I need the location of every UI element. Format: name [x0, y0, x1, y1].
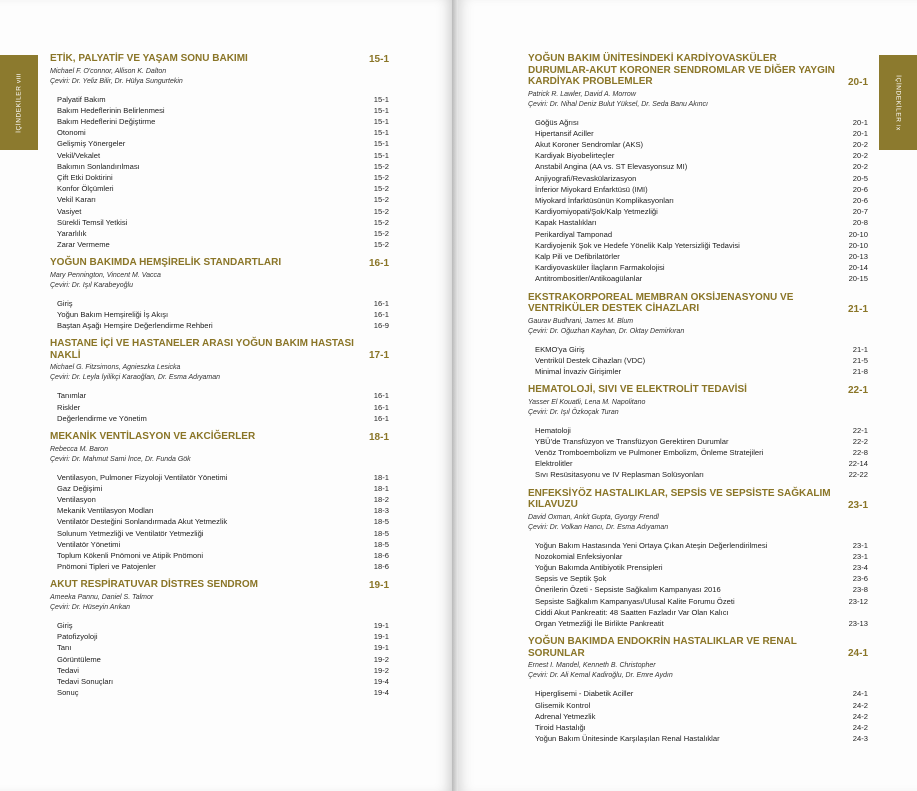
entry-label: Mekanik Ventilasyon Modları	[57, 506, 154, 516]
entry-page: 20-8	[852, 218, 868, 228]
toc-entry[interactable]	[50, 528, 389, 539]
entry-label: Organ Yetmezliği İle Birlikte Pankreatit	[535, 619, 664, 629]
chapter-title[interactable]: YOĞUN BAKIMDA HEMŞİRELİK STANDARTLARI	[50, 257, 282, 269]
entry-list	[50, 390, 389, 424]
right-tab-label: İÇİNDEKİLER ix	[894, 74, 902, 131]
toc-entry[interactable]	[528, 150, 868, 161]
toc-entry[interactable]	[50, 116, 389, 127]
toc-entry[interactable]	[50, 483, 389, 494]
entry-label: Kardiyojenik Şok ve Hedefe Yönelik Kalp Yetersizliği Tedavisi	[535, 240, 740, 250]
entry-list	[528, 540, 868, 630]
toc-entry[interactable]	[528, 217, 868, 228]
toc-entry[interactable]	[528, 700, 868, 711]
chapter-page-number: 20-1	[847, 76, 868, 88]
entry-label: Giriş	[57, 620, 73, 630]
entry-label: Antitrombositler/Antikoagülanlar	[535, 274, 643, 284]
entry-page: 15-2	[373, 228, 389, 238]
entry-page: 15-2	[373, 217, 389, 227]
toc-entry[interactable]	[50, 494, 389, 505]
entry-label: Ventilasyon, Pulmoner Fizyoloji Ventilatör Yönetimi	[57, 472, 228, 482]
right-section-tab	[879, 55, 917, 150]
toc-entry[interactable]	[50, 402, 389, 413]
entry-label: Yoğun Bakımda Antibiyotik Prensipleri	[535, 563, 663, 573]
entry-label: Bakımın Sonlandırılması	[57, 161, 140, 171]
chapter-title[interactable]: EKSTRAKORPOREAL MEMBRAN OKSİJENASYONU VE VENTRİKÜLER DESTEK CİHAZLARI	[528, 291, 794, 315]
toc-entry[interactable]	[528, 722, 868, 733]
entry-page: 23-8	[852, 585, 868, 595]
entry-label: Vasiyet	[57, 206, 82, 216]
entry-page: 24-2	[852, 722, 868, 732]
entry-label: Giriş	[57, 298, 73, 308]
chapter-title[interactable]: HASTANE İÇİ VE HASTANELER ARASI YOĞUN BAKIM HASTASI NAKLİ	[50, 338, 354, 361]
entry-page: 20-2	[852, 139, 868, 149]
entry-page: 22-22	[848, 470, 868, 480]
toc-entry[interactable]	[50, 239, 389, 250]
entry-page: 16-1	[373, 298, 389, 308]
entry-label: Ciddi Akut Pankreatit: 48 Saatten Fazladır Var Olan Kalıcı	[535, 607, 729, 617]
entry-label: EKMO'ya Giriş	[535, 344, 585, 354]
entry-label: Hematoloji	[535, 425, 571, 435]
toc-entry[interactable]	[528, 688, 868, 699]
entry-page: 16-1	[373, 310, 389, 320]
entry-label: Sepsiste Sağkalım Kampanyası/Ulusal Kalite Forumu Özeti	[535, 596, 735, 606]
entry-page: 24-3	[852, 734, 868, 744]
entry-page: 18-2	[373, 494, 389, 504]
toc-entry[interactable]	[50, 228, 389, 239]
entry-page: 19-2	[373, 654, 389, 664]
chapter-title[interactable]: AKUT RESPİRATUVAR DİSTRES SENDROM	[50, 579, 258, 591]
entry-page: 15-1	[373, 94, 389, 104]
chapter-translator: Çeviri: Dr. Ali Kemal Kadiroğlu, Dr. Emre Aydın	[528, 672, 673, 680]
chapter-section	[50, 431, 389, 572]
toc-entry[interactable]	[528, 607, 868, 618]
entry-label: Tanı	[57, 643, 72, 653]
entry-label: Perikardiyal Tamponad	[535, 229, 613, 239]
toc-entry[interactable]	[528, 447, 868, 458]
entry-label: Vekil Kararı	[57, 195, 96, 205]
entry-page: 15-2	[373, 184, 389, 194]
toc-entry[interactable]	[50, 642, 389, 653]
entry-page: 15-1	[373, 116, 389, 126]
entry-list	[50, 620, 389, 698]
entry-list	[50, 472, 389, 573]
entry-page: 18-5	[373, 528, 389, 538]
chapter-title[interactable]: MEKANİK VENTİLASYON VE AKCİĞERLER	[50, 431, 256, 443]
toc-entry[interactable]	[528, 262, 868, 273]
toc-entry[interactable]	[528, 173, 868, 184]
entry-label: Palyatif Bakım	[57, 94, 106, 104]
entry-page: 19-1	[373, 643, 389, 653]
entry-page: 21-1	[852, 344, 868, 354]
toc-entry[interactable]	[50, 472, 389, 483]
toc-entry[interactable]	[50, 539, 389, 550]
entry-label: Baştan Aşağı Hemşire Değerlendirme Rehberi	[57, 321, 213, 331]
entry-label: Kardiyak Biyobelirteçler	[535, 151, 615, 161]
toc-entry[interactable]	[528, 562, 868, 573]
chapter-heading[interactable]	[50, 431, 389, 443]
chapter-title[interactable]: HEMATOLOJİ, SIVI VE ELEKTROLİT TEDAVİSİ	[528, 384, 747, 396]
chapter-section	[528, 488, 868, 630]
entry-label: Çift Etki Doktirini	[57, 172, 113, 182]
entry-page: 23-1	[852, 551, 868, 561]
entry-label: Bakım Hedeflerini Değiştirme	[57, 116, 156, 126]
chapter-authors: Rebecca M. Baron	[50, 445, 108, 453]
entry-page: 18-1	[373, 483, 389, 493]
chapter-authors: Ameeka Pannu, Daniel S. Talmor	[50, 593, 154, 601]
entry-label: Sonuç	[57, 688, 79, 698]
chapter-translator: Çeviri: Dr. Mahmut Sami İnce, Dr. Funda Gök	[50, 455, 191, 463]
chapter-translator: Çeviri: Dr. Yeliz Bilir, Dr. Hülya Sungurtekin	[50, 77, 183, 85]
entry-page: 23-13	[848, 619, 868, 629]
entry-label: İnferior Miyokard Enfarktüsü (IMI)	[535, 184, 648, 194]
chapter-authors: Michael F. O'connor, Allison K. Dalton	[50, 67, 167, 75]
entry-page: 15-2	[373, 240, 389, 250]
entry-page: 20-13	[848, 251, 868, 261]
entry-page: 18-1	[373, 472, 389, 482]
entry-page: 22-2	[852, 436, 868, 446]
entry-label: Tedavi	[57, 665, 79, 675]
entry-page: 22-1	[852, 425, 868, 435]
toc-entry[interactable]	[50, 561, 389, 572]
entry-page: 19-4	[373, 676, 389, 686]
toc-entry[interactable]	[50, 665, 389, 676]
chapter-authors: Michael G. Fitzsimons, Agnieszka Lesicka	[50, 364, 181, 372]
entry-label: Tanımlar	[57, 391, 87, 401]
entry-page: 20-7	[852, 207, 868, 217]
entry-page: 24-1	[852, 689, 868, 699]
entry-label: Adrenal Yetmezlik	[535, 711, 596, 721]
chapter-heading[interactable]	[528, 53, 868, 88]
entry-label: Görüntüleme	[57, 654, 101, 664]
entry-label: Vekil/Vekalet	[57, 150, 101, 160]
entry-page: 24-2	[852, 711, 868, 721]
toc-entry[interactable]	[50, 320, 389, 331]
entry-label: Önerilerin Özeti - Sepsiste Sağkalım Kampanyası 2016	[535, 585, 721, 595]
entry-label: Nozokomial Enfeksiyonlar	[535, 551, 623, 561]
chapter-page-number: 19-1	[368, 579, 389, 591]
entry-label: Solunum Yetmezliği ve Ventilatör Yetmezliği	[57, 528, 204, 538]
toc-entry[interactable]	[50, 309, 389, 320]
chapter-title[interactable]: YOĞUN BAKIMDA ENDOKRİN HASTALIKLAR VE RENAL SORUNLAR	[528, 636, 797, 659]
entry-page: 18-5	[373, 517, 389, 527]
entry-page: 20-6	[852, 195, 868, 205]
entry-label: Sepsis ve Septik Şok	[535, 574, 607, 584]
entry-page: 19-1	[373, 632, 389, 642]
chapter-heading[interactable]	[528, 636, 868, 659]
chapter-section	[528, 636, 868, 744]
entry-label: Göğüs Ağrısı	[535, 117, 579, 127]
toc-entry[interactable]	[528, 733, 868, 744]
entry-list	[528, 425, 868, 481]
chapter-section	[50, 53, 389, 250]
toc-entry[interactable]	[50, 516, 389, 527]
entry-label: Anstabil Angina (AA vs. ST Elevasyonsuz MI)	[535, 162, 688, 172]
entry-list	[528, 117, 868, 285]
entry-label: Otonomi	[57, 128, 86, 138]
toc-entry[interactable]	[50, 390, 389, 401]
toc-entry[interactable]	[528, 240, 868, 251]
chapter-heading[interactable]	[50, 257, 389, 269]
entry-page	[862, 607, 868, 618]
left-section-tab	[0, 55, 38, 150]
entry-label: Kardiyovasküler İlaçların Farmakolojisi	[535, 263, 665, 273]
toc-entry[interactable]	[50, 161, 389, 172]
chapter-page-number: 21-1	[847, 303, 868, 315]
entry-page: 22-14	[848, 459, 868, 469]
entry-page: 19-1	[373, 620, 389, 630]
entry-page: 15-2	[373, 161, 389, 171]
left-page	[0, 0, 452, 791]
toc-entry[interactable]	[528, 469, 868, 480]
right-toc-column	[528, 53, 868, 751]
entry-label: Zarar Vermeme	[57, 240, 110, 250]
toc-entry[interactable]	[528, 425, 868, 436]
chapter-title[interactable]: YOĞUN BAKIM ÜNİTESİNDEKİ KARDİYOVASKÜLER DURUMLAR-AKUT KORONER SENDROMLAR VE DİĞER YAYGIN KARDİYAK PROBLEMLER	[528, 53, 835, 87]
entry-label: Yoğun Bakım Ünitesinde Karşılaşılan Renal Hastalıklar	[535, 734, 720, 744]
chapter-translator: Çeviri: Dr. Volkan Hancı, Dr. Esma Adıyaman	[528, 523, 669, 531]
entry-label: Değerlendirme ve Yönetim	[57, 413, 147, 423]
chapter-section	[50, 579, 389, 698]
toc-entry[interactable]	[528, 355, 868, 366]
entry-label: Pnömoni Tipleri ve Patojenler	[57, 562, 156, 572]
chapter-title[interactable]: ETİK, PALYATİF VE YAŞAM SONU BAKIMI	[50, 53, 248, 64]
chapter-page-number: 16-1	[368, 257, 389, 269]
toc-entry[interactable]	[50, 183, 389, 194]
entry-page: 19-2	[373, 665, 389, 675]
toc-entry[interactable]	[528, 139, 868, 150]
entry-label: Gaz Değişimi	[57, 483, 103, 493]
entry-page: 16-1	[373, 413, 389, 423]
entry-label: Glisemik Kontrol	[535, 700, 591, 710]
entry-list	[528, 344, 868, 378]
chapter-page-number: 23-1	[847, 499, 868, 511]
entry-label: Sıvı Resüsitasyonu ve IV Replasman Solüsyonları	[535, 470, 704, 480]
chapter-page-number: 18-1	[368, 431, 389, 443]
entry-label: Gelişmiş Yönergeler	[57, 139, 126, 149]
toc-entry[interactable]	[50, 620, 389, 631]
entry-label: YBÜ'de Transfüzyon ve Transfüzyon Gerektiren Durumlar	[535, 436, 729, 446]
entry-label: Sürekli Temsil Yetkisi	[57, 217, 128, 227]
chapter-authors: Yasser El Kouatli, Lena M. Napolitano	[528, 398, 646, 406]
chapter-heading[interactable]	[50, 579, 389, 591]
chapter-heading[interactable]	[528, 292, 868, 315]
entry-label: Konfor Ölçümleri	[57, 184, 114, 194]
entry-label: Anjiyografi/Revaskülarizasyon	[535, 173, 637, 183]
toc-entry[interactable]	[50, 413, 389, 424]
toc-entry[interactable]	[528, 551, 868, 562]
entry-label: Minimal İnvaziv Girişimler	[535, 366, 622, 376]
entry-page: 16-9	[373, 321, 389, 331]
entry-list	[528, 688, 868, 744]
toc-entry[interactable]	[528, 229, 868, 240]
entry-page: 15-1	[373, 139, 389, 149]
toc-entry[interactable]	[50, 654, 389, 665]
toc-entry[interactable]	[50, 105, 389, 116]
entry-page: 21-8	[852, 366, 868, 376]
entry-label: Riskler	[57, 402, 81, 412]
toc-entry[interactable]	[528, 117, 868, 128]
toc-entry[interactable]	[50, 150, 389, 161]
toc-entry[interactable]	[50, 505, 389, 516]
chapter-translator: Çeviri: Dr. Leyla İyilikçi Karaoğlan, Dr. Esma Adıyaman	[50, 374, 220, 382]
chapter-translator: Çeviri: Dr. Oğuzhan Kayhan, Dr. Oktay Demirkıran	[528, 327, 685, 335]
entry-label: Yoğun Bakım Hastasında Yeni Ortaya Çıkan Ateşin Değerlendirilmesi	[535, 540, 768, 550]
toc-entry[interactable]	[528, 618, 868, 629]
entry-page: 20-1	[852, 128, 868, 138]
entry-page: 15-2	[373, 195, 389, 205]
chapter-heading[interactable]	[50, 338, 389, 361]
chapter-translator: Çeviri: Dr. Hüseyin Arıkan	[50, 603, 131, 611]
toc-entry[interactable]	[50, 206, 389, 217]
chapter-page-number: 24-1	[847, 648, 868, 660]
left-tab-label: İÇİNDEKİLER viii	[15, 72, 23, 133]
chapter-title[interactable]: ENFEKSİYÖZ HASTALIKLAR, SEPSİS VE SEPSİSTE SAĞKALIM KILAVUZU	[528, 487, 831, 511]
toc-entry[interactable]	[50, 138, 389, 149]
entry-label: Ventrikül Destek Cihazları (VDC)	[535, 355, 646, 365]
chapter-authors: Mary Pennington, Vincent M. Vacca	[50, 271, 161, 279]
entry-page: 20-6	[852, 184, 868, 194]
entry-page: 16-1	[373, 402, 389, 412]
entry-list	[50, 298, 389, 332]
chapter-section	[528, 384, 868, 481]
chapter-page-number: 15-1	[368, 53, 389, 65]
chapter-authors: Gaurav Budhrani, James M. Blum	[528, 317, 634, 325]
toc-entry[interactable]	[50, 172, 389, 183]
entry-page: 23-6	[852, 574, 868, 584]
entry-label: Toplum Kökenli Pnömoni ve Atipik Pnömoni	[57, 550, 204, 560]
entry-label: Patofizyoloji	[57, 632, 98, 642]
entry-page: 20-14	[848, 263, 868, 273]
entry-page: 20-1	[852, 117, 868, 127]
chapter-section	[50, 338, 389, 424]
toc-entry[interactable]	[528, 251, 868, 262]
entry-label: Kardiyomiyopati/Şok/Kalp Yetmezliği	[535, 207, 658, 217]
entry-label: Hipertansif Aciller	[535, 128, 594, 138]
entry-page: 20-2	[852, 162, 868, 172]
entry-page: 16-1	[373, 391, 389, 401]
entry-page: 21-5	[852, 355, 868, 365]
toc-entry[interactable]	[528, 344, 868, 355]
chapter-section	[50, 257, 389, 331]
chapter-page-number: 17-1	[368, 350, 389, 362]
entry-page: 20-10	[848, 240, 868, 250]
toc-entry[interactable]	[528, 584, 868, 595]
entry-page: 18-3	[373, 506, 389, 516]
chapter-authors: Ernest I. Mandel, Kenneth B. Christopher	[528, 662, 656, 670]
toc-entry[interactable]	[528, 436, 868, 447]
entry-page: 20-2	[852, 151, 868, 161]
entry-page: 24-2	[852, 700, 868, 710]
entry-label: Venöz Tromboembolizm ve Pulmoner Embolizm, Önleme Stratejileri	[535, 448, 764, 458]
entry-page: 23-1	[852, 540, 868, 550]
entry-page: 15-1	[373, 128, 389, 138]
entry-page: 18-6	[373, 550, 389, 560]
entry-label: Miyokard İnfarktüsünün Komplikasyonları	[535, 195, 674, 205]
entry-label: Ventilatör Yönetimi	[57, 539, 121, 549]
toc-entry[interactable]	[50, 687, 389, 698]
toc-entry[interactable]	[50, 550, 389, 561]
toc-entry[interactable]	[528, 206, 868, 217]
entry-list	[50, 94, 389, 251]
toc-entry[interactable]	[50, 127, 389, 138]
toc-entry[interactable]	[528, 273, 868, 284]
entry-label: Akut Koroner Sendromlar (AKS)	[535, 139, 644, 149]
chapter-heading[interactable]	[528, 488, 868, 511]
left-toc-column	[50, 53, 389, 705]
entry-label: Kapak Hastalıkları	[535, 218, 597, 228]
entry-page: 15-1	[373, 150, 389, 160]
entry-page: 20-15	[848, 274, 868, 284]
chapter-section	[528, 292, 868, 378]
entry-label: Tedavi Sonuçları	[57, 676, 114, 686]
entry-page: 19-4	[373, 688, 389, 698]
toc-entry[interactable]	[50, 194, 389, 205]
toc-entry[interactable]	[528, 195, 868, 206]
entry-label: Hiperglisemi - Diabetik Aciller	[535, 689, 634, 699]
entry-page: 18-6	[373, 562, 389, 572]
chapter-translator: Çeviri: Dr. Işıl Özkoçak Turan	[528, 408, 619, 416]
entry-page: 20-10	[848, 229, 868, 239]
entry-label: Yararlılık	[57, 228, 87, 238]
entry-page: 15-2	[373, 172, 389, 182]
toc-entry[interactable]	[528, 366, 868, 377]
entry-label: Kalp Pili ve Defibrilatörler	[535, 251, 620, 261]
chapter-authors: David Oxman, Ankit Gupta, Gyorgy Frendl	[528, 513, 659, 521]
chapter-section	[528, 53, 868, 285]
toc-entry[interactable]	[528, 573, 868, 584]
chapter-translator: Çeviri: Dr. Nihal Deniz Bulut Yüksel, Dr. Seda Banu Akıncı	[528, 100, 709, 108]
entry-page: 15-2	[373, 206, 389, 216]
toc-entry[interactable]	[528, 540, 868, 551]
entry-page: 18-5	[373, 539, 389, 549]
chapter-page-number: 22-1	[847, 384, 868, 396]
right-page	[458, 0, 917, 791]
toc-entry[interactable]	[528, 128, 868, 139]
chapter-authors: Patrick R. Lawler, David A. Morrow	[528, 90, 636, 98]
entry-label: Ventilasyon	[57, 494, 96, 504]
entry-page: 15-1	[373, 105, 389, 115]
entry-label: Tiroid Hastalığı	[535, 722, 586, 732]
toc-entry[interactable]	[50, 94, 389, 105]
entry-label: Ventilatör Desteğini Sonlandırmada Akut Yetmezlik	[57, 517, 228, 527]
toc-entry[interactable]	[528, 184, 868, 195]
toc-entry[interactable]	[528, 596, 868, 607]
chapter-heading[interactable]	[50, 53, 389, 65]
toc-entry[interactable]	[50, 298, 389, 309]
toc-entry[interactable]	[528, 161, 868, 172]
toc-entry[interactable]	[50, 631, 389, 642]
chapter-translator: Çeviri: Dr. Işıl Karabeyoğlu	[50, 281, 133, 289]
toc-entry[interactable]	[528, 711, 868, 722]
entry-label: Bakım Hedeflerinin Belirlenmesi	[57, 105, 165, 115]
toc-entry[interactable]	[50, 217, 389, 228]
toc-entry[interactable]	[528, 458, 868, 469]
entry-page: 20-5	[852, 173, 868, 183]
entry-page: 23-12	[848, 596, 868, 606]
entry-page: 22-8	[852, 448, 868, 458]
entry-label: Yoğun Bakım Hemşireliği İş Akışı	[57, 310, 169, 320]
entry-page: 23-4	[852, 563, 868, 573]
entry-label: Elektrolitler	[535, 459, 573, 469]
chapter-heading[interactable]	[528, 384, 868, 396]
toc-entry[interactable]	[50, 676, 389, 687]
